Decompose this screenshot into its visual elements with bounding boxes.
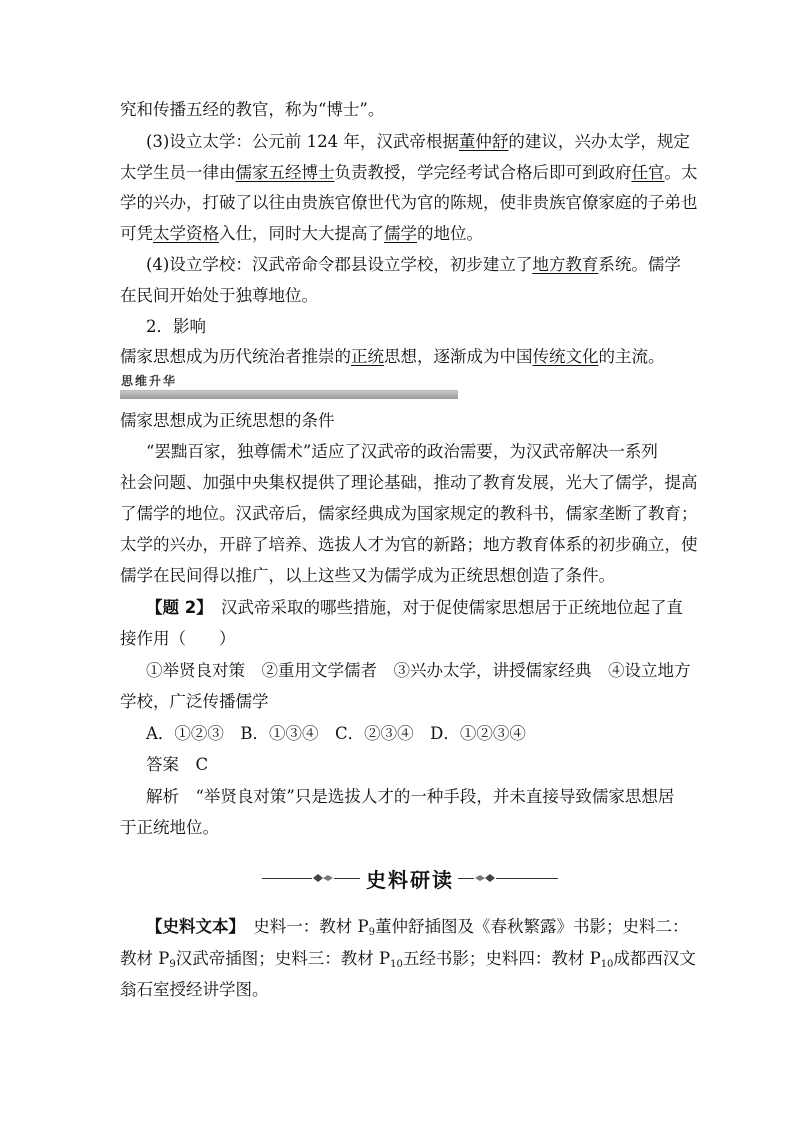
text-line: (3)设立太学：公元前 124 年，汉武帝根据董仲舒的建议，兴办太学，规定 — [146, 132, 690, 151]
heading-rule-right-inner — [458, 878, 474, 879]
text-line: 可凭太学资格入仕，同时大大提高了儒学的地位。 — [120, 224, 483, 243]
text-line: 究和传播五经的教官，称为“博士”。 — [120, 100, 385, 119]
text-line: 翁石室授经讲学图。 — [120, 980, 269, 999]
text-line: 儒学在民间得以推广，以上这些又为儒学成为正统思想创造了条件。 — [120, 566, 615, 585]
text-line: 太学生员一律由儒家五经博士负责教授，学完经考试合格后即可到政府任官。太 — [120, 163, 698, 182]
text-line: 教材 $P_9$汉武帝插图；史料三：教材 $P_{10}$五经书影；史料四：教材 $P_{10}$成都西汉文 — [120, 949, 696, 970]
text-line: “罢黜百家，独尊儒术”适应了汉武帝的政治需要，为汉武帝解决一系列 — [146, 442, 658, 461]
text-line: (4)设立学校：汉武帝命令郡县设立学校，初步建立了地方教育系统。儒学 — [146, 255, 681, 274]
think-upgrade-label: 思维升华 — [121, 374, 178, 388]
section-number: 2．影响 — [146, 317, 206, 336]
heading-ornament-left-icon — [312, 872, 334, 884]
question-line: 【题 2】 汉武帝采取的哪些措施，对于促使儒家思想居于正统地位起了直 — [146, 598, 683, 617]
options-line: ①举贤良对策 ②重用文学儒者 ③兴办太学，讲授儒家经典 ④设立地方 — [146, 661, 691, 680]
section-title: 史料研读 — [366, 868, 454, 892]
text-line: 接作用（ ） — [120, 629, 236, 648]
heading-rule-left — [262, 878, 312, 879]
subheading: 儒家思想成为正统思想的条件 — [120, 411, 335, 430]
text-line: 了儒学的地位。汉武帝后，儒家经典成为国家规定的教科书，儒家垄断了教育； — [120, 504, 698, 523]
heading-rule-left-inner — [334, 878, 360, 879]
heading-rule-right — [496, 878, 558, 879]
heading-ornament-right-icon — [474, 872, 496, 884]
answer-choices: A．①②③ B．①③④ C．②③④ D．①②③④ — [146, 724, 526, 743]
section-heading — [262, 860, 562, 896]
text-line: 于正统地位。 — [120, 818, 219, 837]
text-line: 【史料文本】 史料一：教材 $P_9$董仲舒插图及《春秋繁露》书影；史料二： — [146, 917, 689, 938]
text-line: 儒家思想成为历代统治者推崇的正统思想，逐渐成为中国传统文化的主流。 — [120, 347, 665, 366]
text-line: 太学的兴办，开辟了培养、选拔人才为官的新路；地方教育体系的初步确立，使 — [120, 535, 698, 554]
analysis-line: 解析 “举贤良对策”只是选拔人才的一种手段，并未直接导致儒家思想居 — [146, 787, 675, 806]
think-upgrade-bar — [120, 390, 458, 399]
text-line: 在民间开始处于独尊地位。 — [120, 286, 318, 305]
text-line: 学校，广泛传播儒学 — [120, 692, 269, 711]
text-line: 学的兴办，打破了以往由贵族官僚世代为官的陈规，使非贵族官僚家庭的子弟也 — [120, 193, 698, 212]
text-line: 社会问题、加强中央集权提供了理论基础，推动了教育发展，光大了儒学，提高 — [120, 473, 698, 492]
answer-line: 答案 C — [146, 755, 209, 774]
